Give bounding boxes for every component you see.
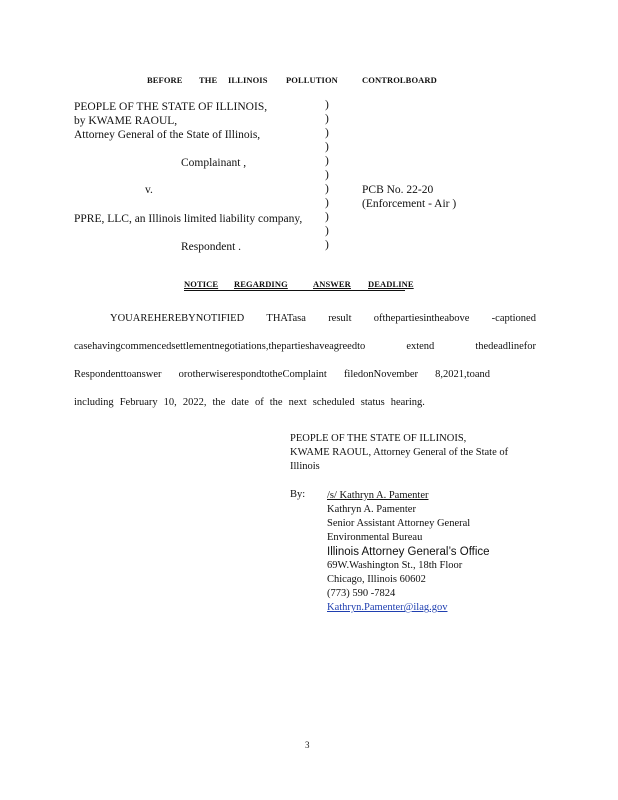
body-word: ofthepartiesintheabove xyxy=(373,313,470,324)
page-number: 3 xyxy=(305,740,310,750)
paren: ) xyxy=(325,239,329,251)
office-name: Illinois Attorney General’s Office xyxy=(327,546,490,558)
plaintiff-line: PEOPLE OF THE STATE OF ILLINOIS, xyxy=(74,101,268,113)
paren: ) xyxy=(325,169,329,181)
plaintiff-line: by KWAME RAOUL, xyxy=(74,115,178,127)
header-word: CONTROLBOARD xyxy=(362,75,437,85)
paren: ) xyxy=(325,99,329,111)
signer-title: Senior Assistant Attorney General xyxy=(327,518,471,529)
paren: ) xyxy=(325,127,329,139)
phone-number: (773) 590 -7824 xyxy=(327,588,396,599)
party-line: PEOPLE OF THE STATE OF ILLINOIS, xyxy=(290,433,467,444)
header-word: ILLINOIS xyxy=(228,75,268,85)
body-word: result xyxy=(328,313,352,324)
case-type: (Enforcement - Air ) xyxy=(362,198,457,210)
body-line-3 xyxy=(74,369,490,380)
header-word: THE xyxy=(199,75,218,85)
body-word: THATasa xyxy=(266,313,306,324)
signer-bureau: Environmental Bureau xyxy=(327,532,423,543)
respondent-label: Respondent . xyxy=(181,241,242,253)
title-underline xyxy=(184,290,405,291)
address-line: 69W.Washington St., 18th Floor xyxy=(327,560,463,571)
title-word: REGARDING xyxy=(234,279,288,289)
body-word: 8,2021,toand xyxy=(435,369,490,380)
body-word: status xyxy=(360,397,385,408)
body-word: 10, xyxy=(163,397,177,408)
address-line: Chicago, Illinois 60602 xyxy=(327,574,426,585)
paren: ) xyxy=(325,183,329,195)
paren: ) xyxy=(325,225,329,237)
body-word: the xyxy=(212,397,226,408)
body-word: February xyxy=(119,397,158,408)
body-word: YOUAREHEREBYNOTIFIED xyxy=(110,313,245,324)
header-word: BEFORE xyxy=(147,75,183,85)
body-line-4 xyxy=(74,397,425,408)
electronic-signature: /s/ Kathryn A. Pamenter xyxy=(327,490,429,501)
header-word: POLLUTION xyxy=(286,75,338,85)
party-line: Illinois xyxy=(290,461,320,472)
body-line-2 xyxy=(74,341,536,352)
paren: ) xyxy=(325,197,329,209)
body-word: extend xyxy=(406,341,435,352)
caption-parentheses xyxy=(325,98,329,252)
body-word: orotherwiserespondtotheComplaint xyxy=(178,369,327,380)
by-label: By: xyxy=(290,489,306,500)
title-word: NOTICE xyxy=(184,279,219,289)
body-word: including xyxy=(74,397,114,408)
paren: ) xyxy=(325,155,329,167)
body-word: hearing. xyxy=(390,397,425,408)
signature-lines xyxy=(327,489,490,615)
email-link[interactable]: Kathryn.Pamenter@ilag.gov xyxy=(327,602,448,613)
title-word: ANSWER xyxy=(313,279,351,289)
body-word: filedonNovember xyxy=(343,369,418,380)
body-word: of xyxy=(254,397,264,408)
body-word: date xyxy=(231,397,249,408)
paren: ) xyxy=(325,211,329,223)
body-line-1 xyxy=(110,313,536,324)
respondent-name: PPRE, LLC, an Illinois limited liability company, xyxy=(74,213,303,225)
body-word: Respondenttoanswer xyxy=(74,369,162,380)
signer-name: Kathryn A. Pamenter xyxy=(327,504,416,515)
complainant-label: Complainant , xyxy=(181,157,247,169)
body-word: next xyxy=(288,397,307,408)
paren: ) xyxy=(325,141,329,153)
paren: ) xyxy=(325,113,329,125)
body-word: 2022, xyxy=(182,397,207,408)
title-word: DEADLINE xyxy=(368,279,414,289)
party-line: KWAME RAOUL, Attorney General of the State of xyxy=(290,447,509,458)
case-number: PCB No. 22-20 xyxy=(362,184,434,196)
plaintiff-line: Attorney General of the State of Illinois, xyxy=(74,129,261,141)
body-word: -captioned xyxy=(491,313,536,324)
body-word: thedeadlinefor xyxy=(475,341,536,352)
body-word: the xyxy=(269,397,283,408)
body-word: casehavingcommencedsettlementnegotiations,thepartieshaveagreedto xyxy=(74,341,366,352)
versus-label: v. xyxy=(145,184,153,196)
body-word: scheduled xyxy=(312,397,355,408)
